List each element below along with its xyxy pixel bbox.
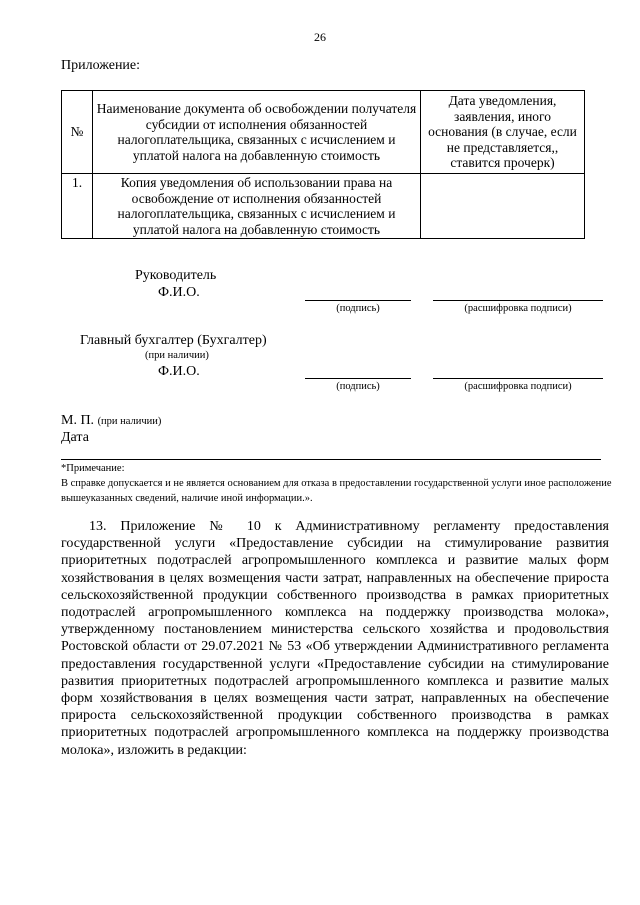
table-row [62,174,585,239]
accountant-signature-line [305,378,411,379]
head-signature-caption: (подпись) [336,303,380,314]
accountant-fio: Ф.И.О. [158,364,200,379]
table-header-row [62,91,585,174]
head-decoding-caption: (расшифровка подписи) [464,303,572,314]
head-decoding-line [433,300,603,301]
appendix-title: Приложение: [61,58,141,73]
accountant-note: (при наличии) [145,350,209,361]
accountant-signature-caption: (подпись) [336,381,380,392]
date-label: Дата [61,430,89,445]
head-fio: Ф.И.О. [158,285,200,300]
stamp-note: (при наличии) [97,416,162,427]
footnote-divider [61,459,601,460]
footnote-text: В справке допускается и не является основанием для отказа в предоставлении государственной услуги иное расположение вышеуказанных сведений, наличие иной информации.». [61,478,612,504]
header-num: № [62,91,93,174]
row-date [421,174,585,239]
appendix-table [61,90,585,239]
amendment-paragraph: 13. Приложение № 10 к Административному регламенту предоставления государственной услуги «Предоставление субсидии на стимулирование развития приоритетных подотраслей агропромышленного комплекса и развитие малых форм хозяйствования в целях возмещения части затрат, направленных на обеспечение прироста сельскохозяйственной продукции собственного производства в рамках приоритетных подотраслей агропромышленного комплекса на поддержку производства молока», утвержденному постановлением министерства сельского хозяйства и продовольствия Ростовской области от 29.07.2021 № 53 «Об утверждении Административного регламента предоставления государственной услуги «Предоставление субсидии на стимулирование развития приоритетных подотраслей агропромышленного комплекса и развитие малых форм хозяйствования в целях возмещения части затрат, направленных на обеспечение прироста сельскохозяйственной продукции собственного производства в рамках приоритетных подотраслей агропромышленного комплекса на поддержку производства молока», изложить в редакции: [61,519,609,758]
accountant-decoding-caption: (расшифровка подписи) [464,381,572,392]
header-document-name: Наименование документа об освобождении получателя субсидии от исполнения обязанностей налогоплательщика, связанных с исчислением и уплатой налога на добавленную стоимость [93,91,421,174]
footnote [61,461,621,506]
row-document-name: Копия уведомления об использовании права на освобождение от исполнения обязанностей налогоплательщика, связанных с исчислением и уплатой налога на добавленную стоимость [93,174,421,239]
row-num: 1. [62,174,93,239]
header-date: Дата уведомления, заявления, иного основания (в случае, если не представляется,, ставится прочерк) [421,91,585,174]
head-title: Руководитель [135,268,217,283]
page-number: 26 [314,30,326,44]
accountant-decoding-line [433,378,603,379]
head-signature-line [305,300,411,301]
stamp-label: М. П. [61,413,95,428]
stamp-line [61,413,161,429]
footnote-title: *Примечание: [61,463,125,474]
accountant-title: Главный бухгалтер (Бухгалтер) [80,333,267,348]
